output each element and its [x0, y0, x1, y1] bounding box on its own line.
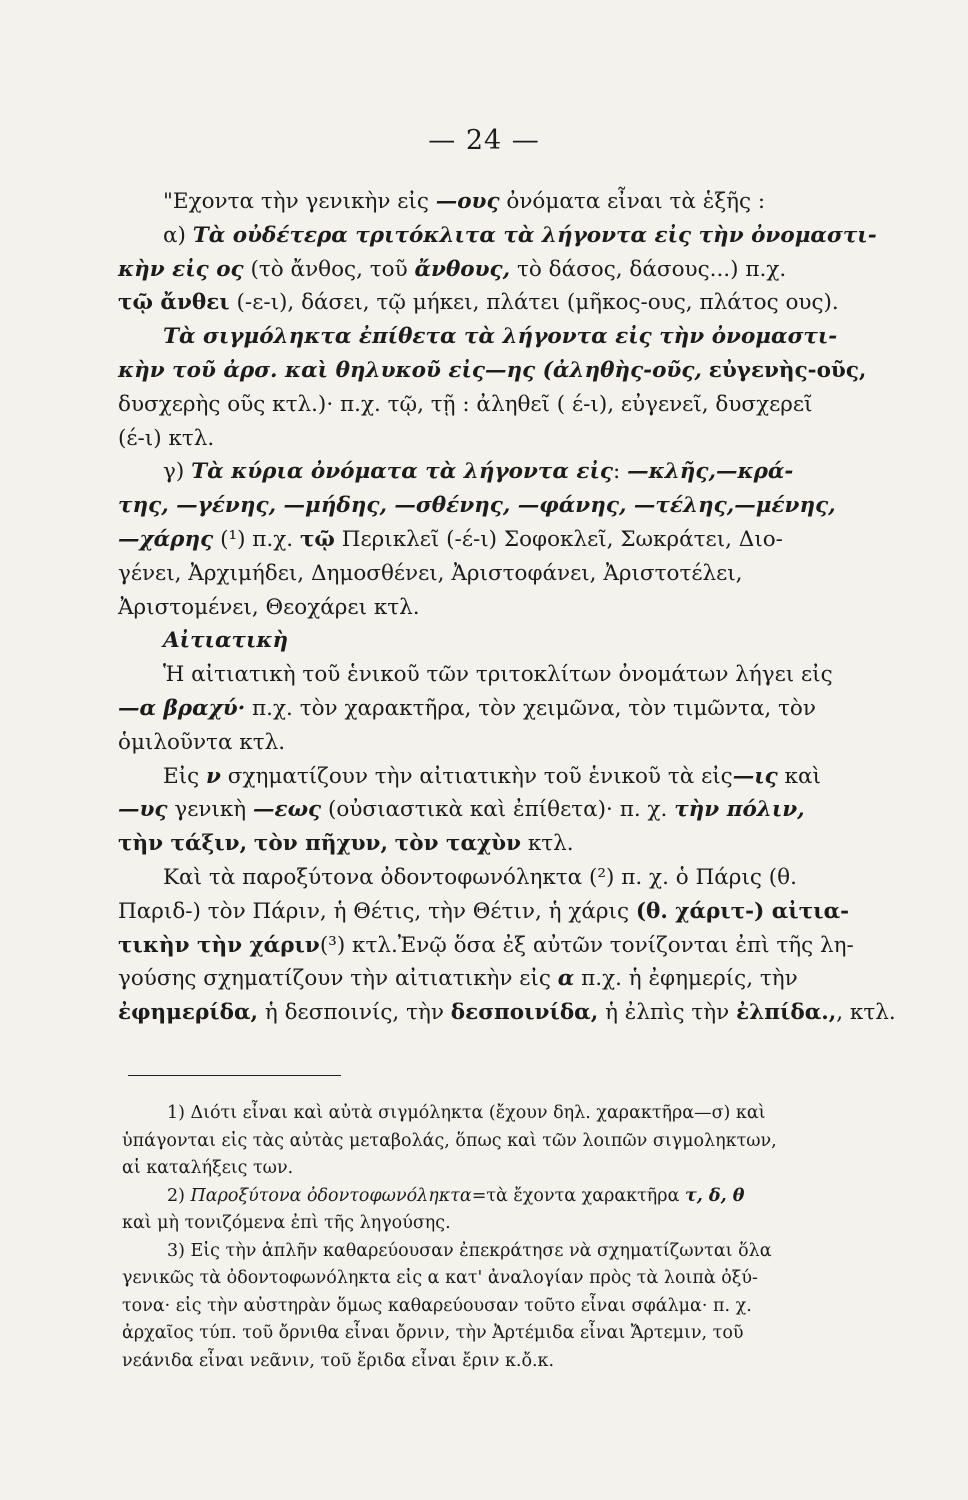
text-run: —α βραχύ·	[118, 695, 246, 721]
footnote-line: γενικῶς τὰ ὀδοντοφωνόληκτα εἰς α κατ' ἀναλογίαν πρὸς τὰ λοιπὰ ὀξύ-	[122, 1268, 758, 1288]
text-run: τὴν πόλιν,	[674, 797, 805, 823]
text-run: =τὰ ἔχοντα χαρακτῆρα	[471, 1185, 680, 1206]
text-run: , κτλ.	[836, 1000, 896, 1026]
text-line	[118, 760, 863, 794]
footnote-line: ἀρχαῖος τύπ. τοῦ ὄρνιθα εἶναι ὄρνιν, τὴν Ἀρτέμιδα εἶναι Ἄρτεμιν, τοῦ	[122, 1323, 744, 1343]
page-number: — 24 —	[428, 125, 540, 156]
footnote-line	[122, 1183, 862, 1211]
text-line	[118, 219, 877, 253]
text-line	[118, 286, 863, 320]
text-run: (³) κτλ.	[319, 932, 398, 958]
text-run: (¹) π.χ.	[220, 526, 294, 552]
text-run: κὴν εἰς ος	[118, 256, 244, 282]
footnote-line: 3) Εἰς τὴν ἁπλῆν καθαρεύουσαν ἐπεκράτησε νὰ σχηματίζωνται ὅλα	[167, 1240, 772, 1261]
text-run: —κλῆς,—κρά-	[627, 459, 794, 485]
text-run: "Εχοντα τὴν γενικὴν εἰς	[163, 189, 429, 214]
text-line: Ἀριστομένει, Θεοχάρει κτλ.	[118, 594, 420, 620]
text-run: τὸν πῆχυν,	[253, 831, 388, 857]
text-line: Τὰ σιγμόληκτα ἐπίθετα τὰ λήγοντα εἰς τὴν ὀνομαστι-	[163, 324, 838, 350]
text-line	[118, 354, 867, 388]
text-run: κὴν τοῦ ἀρσ. καὶ θηλυκοῦ εἰς—ης (ἀληθὴς-οῦς,	[118, 357, 702, 383]
text-line	[118, 827, 863, 861]
text-run: τῷ ἄνθει	[118, 290, 230, 316]
text-run: δεσποινίδα,	[450, 1000, 599, 1026]
text-run: καὶ	[784, 763, 821, 789]
text-run: —εως	[253, 797, 322, 823]
text-run: τὸν ταχὺν	[394, 831, 521, 857]
text-run: (τὸ ἄνθος, τοῦ	[250, 256, 408, 282]
text-line	[118, 793, 863, 827]
footnote-line: αἱ καταλήξεις των.	[122, 1158, 294, 1178]
footnote-line: 1) Διότι εἶναι καὶ αὐτὰ σιγμόληκτα (ἔχουν δηλ. χαρακτῆρα—σ) καὶ	[167, 1103, 766, 1123]
text-line: δυσχερὴς οῦς κτλ.)· π.χ. τῷ, τῇ : ἀληθεῖ ( έ-ι), εὐγενεῖ, δυσχερεῖ	[118, 391, 813, 417]
text-run: Ἐνῷ ὅσα ἐξ αὐτῶν τονίζονται ἐπὶ τῆς λη-	[397, 932, 854, 958]
text-run: —υς	[118, 797, 168, 823]
text-line: ὁμιλοῦντα κτλ.	[118, 729, 286, 755]
text-run: Παροξύτονα ὀδοντοφωνόληκτα	[190, 1185, 472, 1206]
text-run: 2)	[167, 1185, 185, 1206]
text-line	[118, 692, 863, 726]
text-run: ὀνόματα εἶναι τὰ ἑξῆς :	[506, 189, 766, 214]
footnote-line: ὑπάγονται εἰς τὰς αὐτὰς μεταβολάς, ὅπως καὶ τῶν λοιπῶν σιγμοληκτων,	[122, 1130, 777, 1151]
text-line: γένει, Ἀρχιμήδει, Δημοσθένει, Ἀριστοφάνει, Ἀριστοτέλει,	[118, 560, 743, 586]
text-run: (θ. χάριτ-) αἰτια-	[635, 898, 850, 924]
text-line	[118, 895, 863, 929]
text-run: —ις	[732, 763, 778, 789]
text-run: —ους	[435, 189, 500, 214]
text-run: γενικὴ	[174, 797, 247, 823]
footnotes	[122, 1100, 862, 1375]
section-heading: Αἰτιατικὴ	[163, 628, 289, 654]
text-line: της, —γένης, —μήδης, —σθένης, —φάνης, —τέλης,—μένης,	[118, 493, 836, 519]
text-run: π.χ. τὸν χαρακτῆρα, τὸν χειμῶνα, τὸν τιμῶντα, τὸν	[252, 695, 816, 721]
text-run: ἡ δεσποινίς, τὴν	[264, 1000, 444, 1026]
text-line: (έ-ι) κτλ.	[118, 425, 215, 451]
text-line	[118, 185, 863, 219]
text-run: π.χ. ἡ ἐφημερίς, τὴν	[581, 966, 798, 992]
text-line: Ἡ αἰτιατικὴ τοῦ ἑνικοῦ τῶν τριτοκλίτων ὀνομάτων λήγει εἰς	[163, 662, 833, 688]
text-run: Περικλεῖ (-έ-ι) Σοφοκλεῖ, Σωκράτει, Διο-	[341, 526, 783, 552]
footnote-line: νεάνιδα εἶναι νεᾶνιν, τοῦ ἔριδα εἶναι ἔριν κ.ὄ.κ.	[122, 1350, 555, 1371]
text-run: σχηματίζουν τὴν αἰτιατικὴν τοῦ ἑνικοῦ τὰ εἰς	[227, 763, 733, 789]
text-run: τὴν τάξιν,	[118, 831, 248, 857]
text-run: ν	[206, 763, 221, 789]
text-line	[118, 253, 863, 287]
text-run: τῷ	[299, 526, 335, 552]
text-run: γ)	[163, 459, 185, 485]
text-run: τὸ δάσος, δάσους...) π.χ.	[516, 256, 787, 282]
text-run: Τὰ οὐδέτερα τριτόκλιτα τὰ λήγοντα εἰς τὴν ὀνομαστι-	[192, 222, 877, 248]
text-run: (-ε-ι), δάσει, τῷ μήκει, πλάτει (μῆκος-ους, πλάτος ους).	[236, 290, 839, 316]
text-line	[118, 455, 863, 489]
text-run: ἐλπίδα.,	[736, 1000, 837, 1026]
text-line: Καὶ τὰ παροξύτονα ὀδοντοφωνόληκτα (²) π. χ. ὁ Πάρις (θ.	[163, 864, 797, 890]
text-run: (οὐσιαστικὰ καὶ ἐπίθετα)· π. χ.	[328, 797, 668, 823]
text-run: ἐφημερίδα,	[118, 1000, 259, 1026]
text-run: εὐγενὴς-οῦς,	[708, 357, 867, 383]
text-run: Εἰς	[163, 763, 200, 789]
footnote-line: καὶ μὴ τονιζόμενα ἐπὶ τῆς ληγούσης.	[122, 1213, 451, 1233]
text-run: —χάρης	[118, 526, 214, 552]
text-run: :	[612, 459, 621, 485]
text-line	[118, 962, 863, 996]
footnote-line: τονα· εἰς τὴν αὐστηρὰν ὅμως καθαρεύουσαν τοῦτο εἶναι σφάλμα· π. χ.	[122, 1295, 752, 1316]
text-run: Τὰ κύρια ὀνόματα τὰ λήγοντα εἰς	[191, 459, 613, 485]
text-run: α	[557, 966, 575, 992]
text-run: α)	[163, 222, 186, 248]
text-line	[118, 523, 863, 557]
text-run: τ, δ, θ	[684, 1185, 745, 1206]
text-run: κτλ.	[527, 831, 574, 857]
main-text	[118, 185, 896, 1030]
text-run: ἡ ἐλπὶς τὴν	[605, 1000, 730, 1026]
footnote-divider	[128, 1075, 341, 1076]
text-run: ἄνθους,	[414, 256, 511, 282]
text-line	[118, 996, 896, 1030]
text-run: Παριδ-) τὸν Πάριν, ἡ Θέτις, τὴν Θέτιν, ἡ χάρις	[118, 898, 629, 924]
text-run: γούσης σχηματίζουν τὴν αἰτιατικὴν εἰς	[118, 966, 551, 992]
text-line	[118, 929, 863, 963]
text-run: τικὴν τὴν χάριν	[118, 932, 320, 958]
